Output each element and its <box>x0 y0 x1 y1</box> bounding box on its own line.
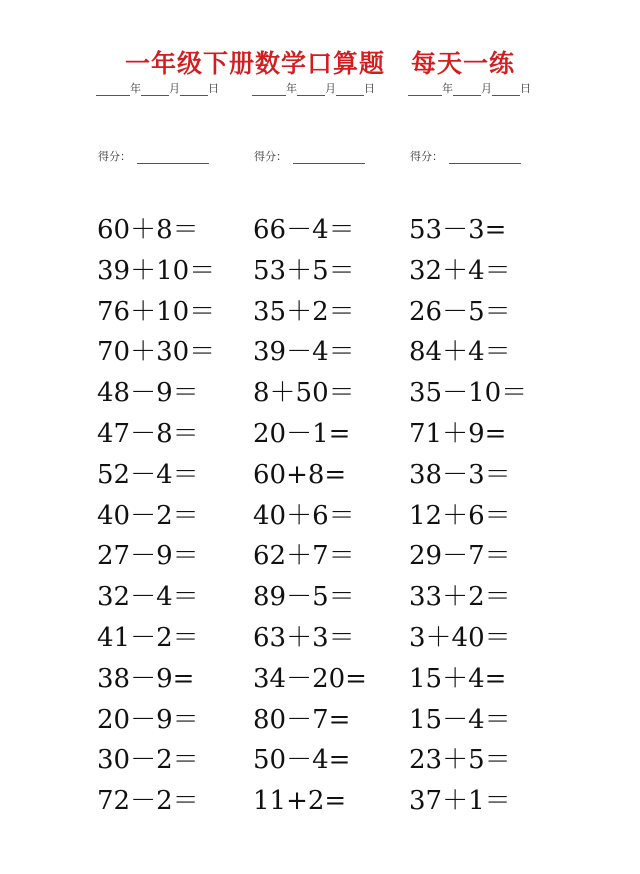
problem: 60+8= <box>253 459 347 490</box>
problem: 3＋40＝ <box>409 622 511 653</box>
problem: 37＋1＝ <box>409 786 511 817</box>
problem: 62＋7＝ <box>253 541 355 572</box>
problem-column-1 <box>97 210 215 822</box>
problem: 29－7＝ <box>409 541 511 572</box>
problem: 66－4＝ <box>253 215 355 245</box>
problem: 38－9= <box>97 663 195 694</box>
date-field-2 <box>252 80 375 96</box>
day-blank[interactable] <box>336 83 364 96</box>
problem: 40＋6＝ <box>253 500 355 531</box>
problem: 32－4＝ <box>97 582 199 613</box>
problem: 48－9＝ <box>97 378 199 409</box>
problem: 20－1= <box>253 418 351 449</box>
problem: 27－9＝ <box>97 541 199 572</box>
problem: 53－3= <box>409 215 507 245</box>
day-label: 日 <box>520 82 531 95</box>
problem-column-3 <box>409 210 527 822</box>
month-blank[interactable] <box>453 83 481 96</box>
problem: 39－4＝ <box>253 337 355 368</box>
problem: 40－2＝ <box>97 500 199 531</box>
problem: 35－10＝ <box>409 378 528 409</box>
problem: 39＋10＝ <box>97 255 216 286</box>
score-blank[interactable] <box>449 151 521 164</box>
page-title: 一年级下册数学口算题 每天一练 <box>124 49 515 78</box>
year-blank[interactable] <box>408 83 442 96</box>
year-label: 年 <box>130 82 141 95</box>
score-blank[interactable] <box>137 151 209 164</box>
score-field-3 <box>410 148 521 164</box>
problem: 80－7= <box>253 704 351 735</box>
score-label: 得分： <box>98 150 131 163</box>
problem: 89－5＝ <box>253 582 355 613</box>
day-label: 日 <box>208 82 219 95</box>
problem: 47－8＝ <box>97 418 199 449</box>
problem: 50－4= <box>253 745 351 776</box>
date-field-3 <box>408 80 531 96</box>
year-label: 年 <box>442 82 453 95</box>
problem: 72－2＝ <box>97 786 199 817</box>
score-blank[interactable] <box>293 151 365 164</box>
year-blank[interactable] <box>252 83 286 96</box>
problem: 12＋6＝ <box>409 500 511 531</box>
problem: 8＋50＝ <box>253 378 355 409</box>
problem: 52－4＝ <box>97 459 199 490</box>
problem: 23＋5＝ <box>409 745 511 776</box>
month-blank[interactable] <box>297 83 325 96</box>
year-blank[interactable] <box>96 83 130 96</box>
problem: 11+2= <box>253 786 347 817</box>
score-label: 得分： <box>410 150 443 163</box>
problem: 35＋2＝ <box>253 296 355 327</box>
problem: 20－9＝ <box>97 704 199 735</box>
problem: 71＋9= <box>409 418 507 449</box>
problem: 41－2＝ <box>97 622 199 653</box>
problem: 26－5＝ <box>409 296 511 327</box>
date-field-1 <box>96 80 219 96</box>
problem: 63＋3＝ <box>253 622 355 653</box>
month-label: 月 <box>481 82 492 95</box>
score-label: 得分： <box>254 150 287 163</box>
problem: 70＋30＝ <box>97 337 216 368</box>
day-label: 日 <box>364 82 375 95</box>
day-blank[interactable] <box>180 83 208 96</box>
problem: 15＋4= <box>409 663 507 694</box>
problem: 34－20= <box>253 663 367 694</box>
problem: 84＋4＝ <box>409 337 511 368</box>
problem: 33＋2＝ <box>409 582 511 613</box>
month-blank[interactable] <box>141 83 169 96</box>
problem: 38－3＝ <box>409 459 511 490</box>
month-label: 月 <box>325 82 336 95</box>
year-label: 年 <box>286 82 297 95</box>
problem: 15－4＝ <box>409 704 511 735</box>
problem-column-2 <box>253 210 367 822</box>
problem: 76＋10＝ <box>97 296 216 327</box>
score-field-1 <box>98 148 209 164</box>
month-label: 月 <box>169 82 180 95</box>
day-blank[interactable] <box>492 83 520 96</box>
problem: 60＋8＝ <box>97 215 199 245</box>
score-field-2 <box>254 148 365 164</box>
problem: 30－2＝ <box>97 745 199 776</box>
problem: 53＋5＝ <box>253 255 355 286</box>
problem: 32＋4＝ <box>409 255 511 286</box>
